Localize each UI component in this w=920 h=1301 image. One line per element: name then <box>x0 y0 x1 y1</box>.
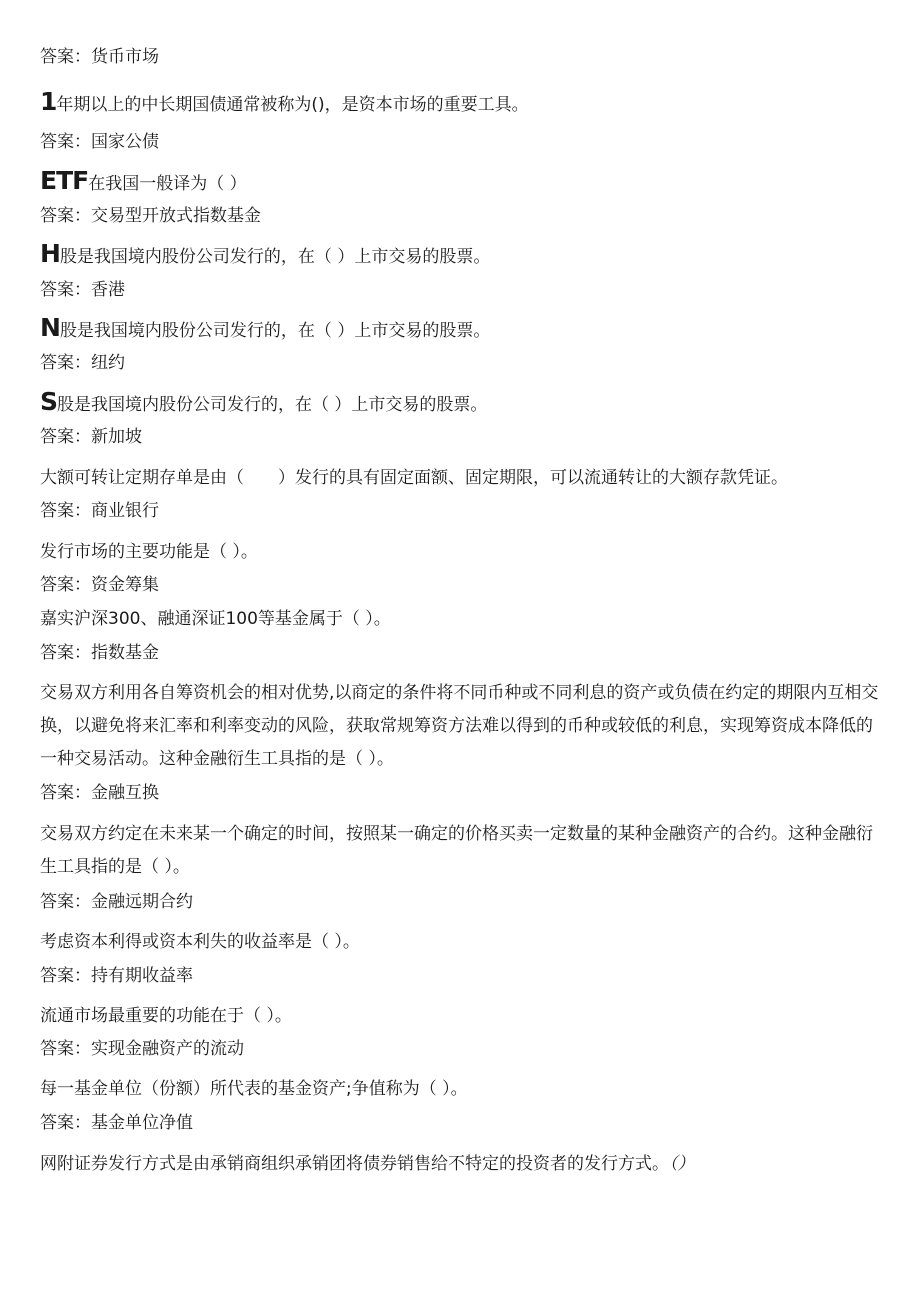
question-lead: ETF <box>40 166 89 195</box>
question-body: 股是我国境内股份公司发行的，在（ ）上市交易的股票。 <box>59 247 491 267</box>
question-body: 股是我国境内股份公司发行的，在（ ）上市交易的股票。 <box>59 321 491 341</box>
question-body: 网附证券发行方式是由承销商组织承销团将债券销售给不特定的投资者的发行方式。 <box>40 1154 669 1174</box>
answer-text: 答案：国家公债 <box>40 132 159 152</box>
question-text <box>40 87 885 117</box>
answer-text: 答案：新加坡 <box>40 427 142 447</box>
answer-text: 答案：资金筹集 <box>40 575 159 595</box>
answer-text: 答案：金融互换 <box>40 783 159 803</box>
question-text <box>40 387 885 417</box>
question-blank: （） <box>669 1154 695 1174</box>
question-text: 流通市场最重要的功能在于（ ）。 <box>40 1006 292 1026</box>
question-body: 股是我国境内股份公司发行的，在（ ）上市交易的股票。 <box>57 395 488 415</box>
answer-text: 答案：纽约 <box>40 353 125 373</box>
question-text: 交易双方约定在未来某一个确定的时间，按照某一确定的价格买卖一定数量的某种金融资产的合约。这种金融衍生工具指的是（ ）。 <box>40 824 873 877</box>
question-text <box>40 166 885 196</box>
question-text: 发行市场的主要功能是（ ）。 <box>40 542 258 562</box>
answer-text: 答案：交易型开放式指数基金 <box>40 206 261 226</box>
question-lead: S <box>40 387 58 416</box>
question-text: 每一基金单位（份额）所代表的基金资产;争值称为（ ）。 <box>40 1079 468 1099</box>
question-text <box>40 1152 885 1176</box>
question-text: 交易双方利用各自筹资机会的相对优势,以商定的条件将不同币种或不同利息的资产或负债在约定的期限内互相交换，以避免将来汇率和利率变动的风险，获取常规筹资方法难以得到的币种或较低的利息，实现筹资成本降低的一种交易活动。这种金融衍生工具指的是（ ）。 <box>40 683 879 769</box>
answer-text: 答案：指数基金 <box>40 643 159 663</box>
answer-text: 答案：货币市场 <box>40 47 159 67</box>
question-lead: N <box>40 313 60 342</box>
question-text: 大额可转让定期存单是由（ ）发行的具有固定面额、固定期限，可以流通转让的大额存款凭证。 <box>40 468 788 488</box>
answer-text: 答案：金融远期合约 <box>40 892 193 912</box>
question-lead: 1 <box>40 87 57 116</box>
answer-text: 答案：商业银行 <box>40 501 159 521</box>
answer-text: 答案：香港 <box>40 280 125 300</box>
question-body: 年期以上的中长期国债通常被称为()，是资本市场的重要工具。 <box>56 95 529 115</box>
question-text: 嘉实沪深300、融通深证100等基金属于（ ）。 <box>40 609 391 629</box>
question-body: 在我国一般译为（ ） <box>88 174 247 194</box>
question-text <box>40 239 885 269</box>
question-lead: H <box>40 239 60 268</box>
question-text <box>40 313 885 343</box>
answer-text: 答案：持有期收益率 <box>40 966 193 986</box>
answer-text: 答案：基金单位净值 <box>40 1113 193 1133</box>
answer-text: 答案：实现金融资产的流动 <box>40 1039 244 1059</box>
question-text: 考虑资本利得或资本利失的收益率是（ ）。 <box>40 932 360 952</box>
